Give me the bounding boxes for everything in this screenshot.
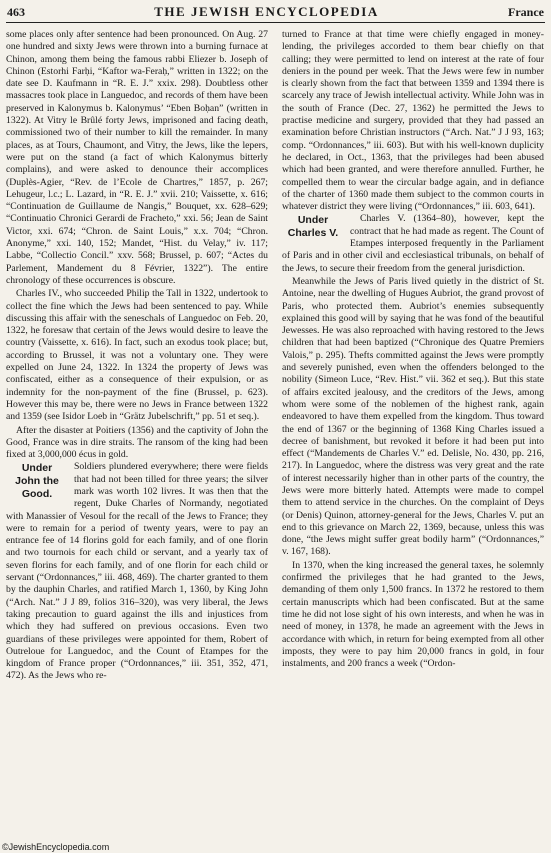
paragraph: After the disaster at Poitiers (1356) and the captivity of John the Good, France was in dire straits. The ransom of the king had been fixed at 3,000,000 écus in gold. [6,424,268,461]
paragraph: Charles IV., who succeeded Philip the Tall in 1322, undertook to collect the fine which the Jews had been sentenced to pay. While discussing this affair with the seneschals of Languedoc on Feb. 20, 1322, he foresaw that certain of the Jews would desire to leave the country (Vaissette, x. 616). In fact, such an exodus took place; but, according to Brussel, it was not a voluntary one. They were expelled on June 24, 1322. In 1324 the property of Jews was confiscated, either as a consequence of their expulsion, or as indemnity for the non-payment of the fine (Brussel, p. 623). However this may be, there were no Jews in France between 1322 and 1359 (see Isidor Loeb in “Grätz Jubelschrift,” pp. 51 et seq.). [6,288,268,423]
copyright-icon: © [2,842,9,852]
paragraph: Meanwhile the Jews of Paris lived quietly in the district of St. Antoine, near the dwelling of Hugues Aubriot, the grand provost of Paris, who protected them. Aubriot’s enemies subsequently explained this good will by saying that he was fond of the beautiful Jewesses. He was also reproached with having restored to the Jews children that had been baptized (“Chronique des Quatre Premiers Valois,” p. 295). Thefts committed against the Jews were promptly and severely punished, even when the offenders belonged to the nobility (Simeon Luce, “Rev. Hist.” vii. 362 et seq.). But this state of affairs excited jealousy, and the creditors of the Jews, among whom were some of the noblemen of the highest rank, again endeavored to have them expelled from the kingdom. Thus toward the end of 1367 or the beginning of 1368 King Charles issued a decree of banishment, but revoked it before it had been put into effect (“Mandements de Charles V.” ed. Delisle, No. 430, pp. 216, 217). In Languedoc, where the distress was very great and the rate of interest necessarily higher than in other parts of the country, the Jews were more bitterly hated. Attempts were made to compel them to attend service in the churches. On the complaint of Deys (or Denis) Quinon, attorney-general for the Jews, Charles V. put an end to this grievance on March 22, 1369, because, unless this was done, “the Jews might suffer great bodily harm” (“Ordonnances,” v. 167, 168). [282,275,544,558]
page-number: 463 [7,5,25,19]
paragraph: In 1370, when the king increased the general taxes, he solemnly confirmed the privileges that he had granted to the Jews, demanding of them only 1,500 francs. In 1372 he restored to them certain manuscripts which had been confiscated. But at the same time he did not lose sight of his own interests, and when he was in need of money, in 1378, he made an agreement with the Jews in accordance with which, in return for being exempted from all other imposts, they were to pay him 20,000 francs in gold, in four instalments, and 200 francs a week (“Ordon- [282,559,544,670]
paragraph: Charles V. (1364–80), however, kept the contract that he had made as regent. The Count of Etampes interposed frequently in the Parliament of Paris and in other civil and ecclesiastical tribunals, on behalf of the Jews, to secure their freedom from the general jurisdiction. [282,213,544,274]
paragraph: Soldiers plundered everywhere; there were fields that had not been tilled for three years; the silver mark was worth 102 livres. It was then that the regent, Duke Charles of Normandy, negotiated with Manassier of Vesoul for the recall of the Jews to France; they were to remain for a period of twenty years, were to pay an entrance fee of 14 florins gold for each family, and of one florin and two tournois for each child or servant, and a yearly tax of seven florins for each family, and of one florin for each child or servant (“Ordonnances,” iii. 468, 469). The charter granted to them by the dauphin Charles, and ratified March 1, 1360, by King John (“Arch. Nat.” J J 89, folios 316–320), was very liberal, the Jews taking precaution to guard against the ills and injustices from which they had suffered on previous occasions. Even two guardians of these privileges were appointed for them, Robert of Outreloue for Languedoc, and the Count of Etampes for the kingdom of France proper (“Ordonnances,” iii. 351, 352, 471, 472). As the Jews who re- [6,461,268,682]
side-heading-charles-v: Under Charles V. [287,214,339,240]
text-columns [6,29,545,837]
page-header [6,4,545,20]
right-column [282,29,544,837]
left-column [6,29,268,837]
running-title: THE JEWISH ENCYCLOPEDIA [154,4,379,19]
site-link[interactable]: JewishEncyclopedia.com [8,842,110,852]
side-heading-john-the-good: Under John the Good. [15,462,59,501]
paragraph: some places only after sentence had been pronounced. On Aug. 27 one hundred and sixty Jews were thrown into a burning furnace at Chinon, among them being the famous rabbi Eliezer b. Joseph of Chinon (Estorhi Farḥi, “Kaftor wa-Feraḥ,” written in 1322; on the date see D. Kaufmann in “R. E. J.” xxix. 298). Doubtless other massacres took place in Languedoc, and records of them have been preserved in Kalonymus b. Kalonymus’ “Eben Boḥan” (written in 1322). At Vitry le Brûlé forty Jews, imprisoned and facing death, commissioned two of their number to kill the remainder. In many places, as at Tours, Chaumont, and Vitry, the Jews, like the lepers, were put on the stand (a fact of which Kalonymus bitterly complains), and were asked to denounce their accomplices (Duplès-Agier, “Rev. de l’Ecole de Chartres,” 1857, p. 267; Lehugeur, l.c.; L. Lazard, in “R. E. J.” xvii. 210; Vaissette, x. 616; “Continuation de Guillaume de Nangis,” Bouquet, xx. 628–629; “Continuatio Chronici Gerardi de Fracheto,” xxi. 56; Jean de Saint Victor, xxi. 674; “Chron. de Saint Louis,” x.x. 704; “Chron. Anonyme,” xxi. 140, 152; Mandet, “Hist. du Velay,” iv. 117; Labbe, “Collectio Concil.” xxv. 568; Brussel, p. 607; “Actes du Parlement, Mandement du 8 Février, 1322”). The entire chronology of these occurrences is obscure. [6,29,268,286]
paragraph: turned to France at that time were chiefly engaged in money-lending, the privileges accorded to them bear chiefly on that calling; they were permitted to lend on interest at the rate of four deniers in the pound per week. That the Jews were few in number is clearly shown from the fact that between 1359 and 1394 there is scarcely any trace of Jewish intellectual activity. While John was in the south of France (Dec. 27, 1362) he permitted the Jews to practise medicine and surgery, provided that they had passed an examination before Christian instructors (“Arch. Nat.” J J 93, 163; comp. “Ordonnances,” iii. 603). But with his well-known duplicity he declared, in Oct., 1363, that the privileges had been abused which had been granted, and were therefore annulled. Further, he compelled them to wear the circular badge again, and in defiance of the charter of 1360 made them subject to the common courts in whatever district they were living (“Ordonnances,” iii. 603, 641). [282,29,544,213]
header-rule [6,22,545,23]
running-topic: France [508,5,544,19]
site-footer[interactable] [2,842,109,852]
